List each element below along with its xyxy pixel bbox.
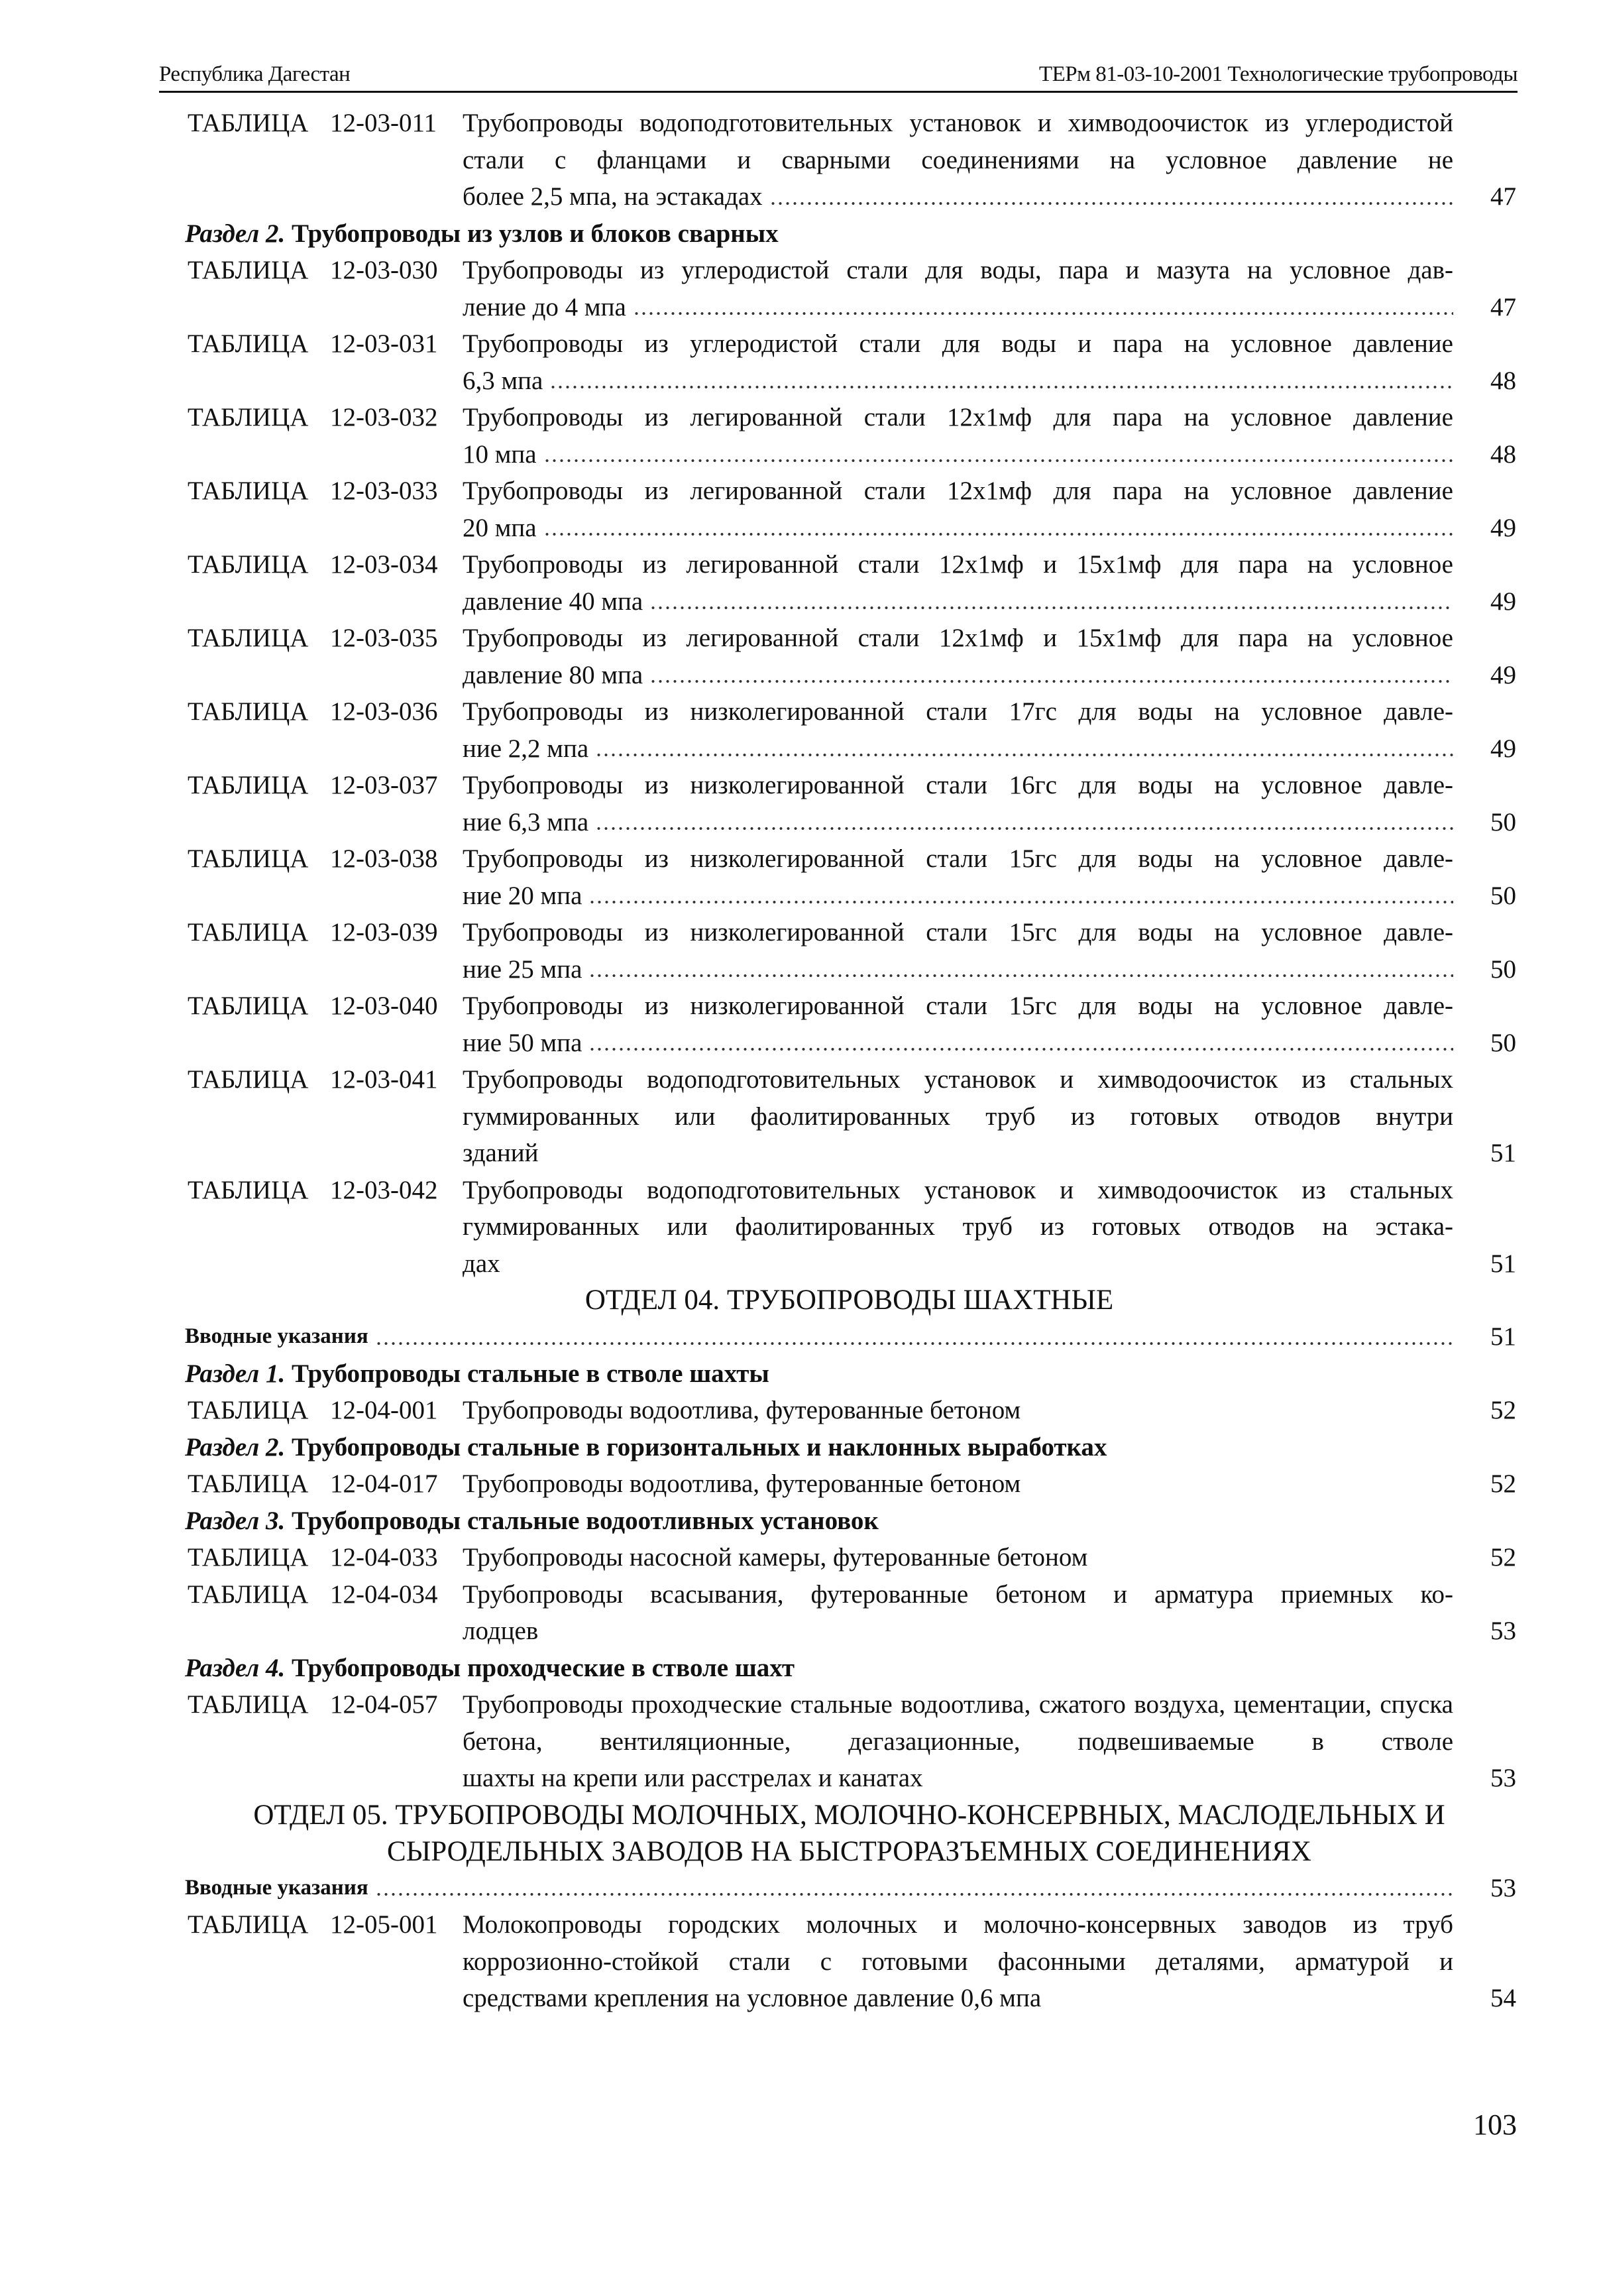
entry-last-line	[463, 1613, 1516, 1650]
entry-page-number: 49	[1490, 660, 1516, 689]
entry-code: 12-04-034	[330, 1579, 438, 1609]
entry-label: ТАБЛИЦА	[188, 992, 309, 1020]
entry-text: Трубопроводы из низколегированной стали 15гс для воды на условное давле-	[463, 992, 1453, 1020]
entry-page-number: 52	[1490, 1469, 1516, 1498]
entry-text-end: 6,3 мпа	[463, 366, 543, 395]
entry-description	[463, 1576, 1516, 1650]
entry-label: ТАБЛИЦА	[188, 1396, 309, 1424]
intro-page-number: 53	[1490, 1873, 1516, 1902]
entry-label: ТАБЛИЦА	[188, 1579, 309, 1609]
toc-entry	[188, 988, 1516, 1061]
toc-entry	[188, 840, 1516, 914]
entry-last-line	[463, 1760, 1516, 1797]
entry-last-line	[463, 178, 1516, 215]
entry-page-number: 48	[1490, 366, 1516, 395]
toc-entry	[188, 252, 1516, 325]
entry-description	[463, 325, 1516, 399]
toc-entry	[188, 914, 1516, 988]
section-title: Трубопроводы проходческие в стволе шахт	[292, 1653, 795, 1682]
toc-entry	[188, 1906, 1516, 2017]
entry-label: ТАБЛИЦА	[188, 771, 309, 799]
entry-label: ТАБЛИЦА	[188, 1469, 309, 1498]
intro-instructions	[185, 1318, 1516, 1355]
intro-label: Вводные указания	[185, 1324, 368, 1348]
dot-leader	[543, 530, 1453, 538]
entry-page-number: 50	[1490, 881, 1516, 910]
entry-last-line	[463, 730, 1516, 768]
entry-page-number: 48	[1490, 439, 1516, 469]
entry-text-end: зданий	[463, 1139, 539, 1167]
entry-last-line	[463, 289, 1516, 326]
entry-description	[463, 252, 1516, 325]
entry-last-line	[463, 510, 1516, 547]
entry-description	[463, 1172, 1516, 1283]
entry-page-number: 52	[1490, 1543, 1516, 1572]
entry-last-line	[463, 1135, 1516, 1172]
entry-last-line	[463, 1539, 1516, 1576]
entry-page-number: 47	[1490, 182, 1516, 211]
section-heading	[185, 1650, 1516, 1687]
intro-label: Вводные указания	[185, 1875, 368, 1900]
toc-entry	[188, 1172, 1516, 1283]
section-number: Раздел 3.	[185, 1506, 286, 1535]
department-heading-05-cont: СЫРОДЕЛЬНЫХ ЗАВОДОВ НА БЫСТРОРАЗЪЕМНЫХ СОЕДИНЕНИЯХ	[387, 1835, 1311, 1867]
entry-text: Трубопроводы из легированной стали 12х1мф для пара на условное давление	[463, 477, 1453, 505]
entry-text: Трубопроводы водоподготовительных установок и химводоочисток из стальных гуммированных или фаолитированных труб из готовых отводов на эстака-	[463, 1175, 1453, 1241]
entry-last-line	[463, 804, 1516, 841]
entry-text-end: 10 мпа	[463, 439, 537, 469]
entry-text: Трубопроводы из легированной стали 12х1мф для пара на условное давление	[463, 403, 1453, 431]
entry-text: Трубопроводы из низколегированной стали 15гс для воды на условное давле-	[463, 844, 1453, 873]
entry-text-end: 20 мпа	[463, 513, 537, 542]
entry-page-number: 50	[1490, 1028, 1516, 1057]
entry-text: Трубопроводы водоподготовительных установок и химводоочисток из углеродистой стали с фланцами и сварными соединениями на условное давление не	[463, 109, 1453, 174]
entry-description	[463, 546, 1516, 620]
dot-leader	[375, 1890, 1453, 1898]
dot-leader	[588, 898, 1453, 906]
entry-code: 12-03-011	[330, 109, 437, 137]
entry-description	[463, 620, 1516, 693]
entry-text-end: лодцев	[463, 1617, 539, 1645]
section-title: Трубопроводы из узлов и блоков сварных	[292, 219, 779, 248]
entry-label: ТАБЛИЦА	[188, 624, 309, 652]
dot-leader	[375, 1340, 1453, 1348]
entry-label: ТАБЛИЦА	[188, 1175, 309, 1204]
toc-entry	[188, 1576, 1516, 1650]
entry-text-end: ние 20 мпа	[463, 881, 582, 910]
section-heading	[185, 1429, 1516, 1466]
entry-last-line	[463, 1025, 1516, 1062]
entry-page-number: 49	[1490, 734, 1516, 763]
entry-code: 12-03-038	[330, 844, 438, 873]
toc-entry	[188, 1539, 1516, 1576]
entry-label: ТАБЛИЦА	[188, 550, 309, 579]
section-number: Раздел 1.	[185, 1359, 286, 1388]
entry-text: Трубопроводы проходческие стальные водоотлива, сжатого воздуха, цементации, спуска бетона, вентиляционные, дегазационные, подвешиваемые в стволе	[463, 1690, 1453, 1756]
dot-leader	[588, 972, 1453, 980]
section-heading	[185, 1355, 1516, 1393]
entry-code: 12-03-039	[330, 918, 438, 947]
dot-leader	[649, 604, 1453, 612]
entry-label: ТАБЛИЦА	[188, 329, 309, 358]
entry-last-line	[463, 657, 1516, 694]
dot-leader	[595, 825, 1453, 832]
entry-last-line	[463, 583, 1516, 620]
toc-entry	[188, 473, 1516, 546]
entry-code: 12-03-034	[330, 550, 438, 579]
running-header	[159, 52, 1518, 93]
entry-description	[463, 1906, 1516, 2017]
entry-text: Трубопроводы из углеродистой стали для воды, пара и мазута на условное дав-	[463, 256, 1453, 284]
toc-entry	[188, 1392, 1516, 1429]
toc-entry	[188, 1686, 1516, 1797]
entry-description	[463, 840, 1516, 914]
intro-page-number: 51	[1490, 1322, 1516, 1351]
entry-code: 12-03-031	[330, 329, 438, 358]
entry-code: 12-03-036	[330, 697, 438, 726]
department-heading-04: ОТДЕЛ 04. ТРУБОПРОВОДЫ ШАХТНЫЕ	[584, 1285, 1114, 1316]
entry-description	[463, 473, 1516, 546]
entry-code: 12-03-030	[330, 256, 438, 284]
entry-page-number: 53	[1490, 1764, 1516, 1792]
entry-code: 12-03-035	[330, 624, 438, 652]
header-document-title: ТЕРм 81-03-10-2001 Технологические трубопроводы	[1038, 62, 1518, 86]
entry-text-end: ние 6,3 мпа	[463, 807, 589, 836]
toc-entry	[188, 1061, 1516, 1172]
entry-code: 12-03-033	[330, 477, 438, 505]
toc-entry	[188, 1465, 1516, 1503]
entry-last-line	[463, 951, 1516, 988]
entry-code: 12-03-040	[330, 992, 438, 1020]
entry-text: Трубопроводы из углеродистой стали для воды и пара на условное давление	[463, 329, 1453, 358]
entry-last-line	[463, 436, 1516, 473]
section-number: Раздел 2.	[185, 1432, 286, 1462]
entry-label: ТАБЛИЦА	[188, 918, 309, 947]
entry-text: Трубопроводы из легированной стали 12х1мф и 15х1мф для пара на условное	[463, 624, 1453, 652]
dot-leader	[549, 383, 1453, 391]
entry-description	[463, 767, 1516, 840]
department-heading-05: ОТДЕЛ 05. ТРУБОПРОВОДЫ МОЛОЧНЫХ, МОЛОЧНО-КОНСЕРВНЫХ, МАСЛОДЕЛЬНЫХ И	[253, 1799, 1445, 1831]
entry-text-end: давление 40 мпа	[463, 587, 643, 616]
entry-text: Трубопроводы водоподготовительных установок и химводоочисток из стальных гуммированных или фаолитированных труб из готовых отводов внутри	[463, 1065, 1453, 1131]
header-region: Республика Дагестан	[159, 62, 351, 86]
dot-leader	[543, 457, 1453, 465]
entry-last-line	[463, 1392, 1516, 1429]
entry-page-number: 51	[1490, 1249, 1516, 1278]
section-heading	[185, 215, 1516, 253]
entry-description	[463, 1465, 1516, 1503]
entry-page-number: 49	[1490, 513, 1516, 542]
entry-text-end: ние 25 мпа	[463, 954, 582, 984]
entry-text: Трубопроводы из легированной стали 12х1мф и 15х1мф для пара на условное	[463, 550, 1453, 579]
entry-page-number: 50	[1490, 954, 1516, 984]
entry-code: 12-04-057	[330, 1690, 438, 1719]
entry-last-line	[463, 1465, 1516, 1503]
entry-last-line	[463, 363, 1516, 400]
entry-label: ТАБЛИЦА	[188, 697, 309, 726]
entry-description	[463, 914, 1516, 988]
entry-text-end: ление до 4 мпа	[463, 292, 626, 321]
entry-page-number: 47	[1490, 292, 1516, 321]
intro-instructions	[185, 1870, 1516, 1907]
entry-text-end: ние 50 мпа	[463, 1028, 582, 1057]
toc-entry	[188, 105, 1516, 215]
toc-entry	[188, 767, 1516, 840]
entry-label: ТАБЛИЦА	[188, 844, 309, 873]
page-number: 103	[1473, 2108, 1517, 2141]
entry-page-number: 49	[1490, 587, 1516, 616]
entry-description	[463, 1686, 1516, 1797]
section-heading	[185, 1503, 1516, 1540]
entry-text: Трубопроводы из низколегированной стали 17гс для воды на условное давле-	[463, 697, 1453, 726]
entry-code: 12-05-001	[330, 1910, 438, 1939]
toc-entry	[188, 399, 1516, 473]
entry-code: 12-03-032	[330, 403, 438, 431]
entry-text-end: средствами крепления на условное давление 0,6 мпа	[463, 1984, 1042, 2012]
entry-last-line	[463, 1245, 1516, 1283]
entry-description	[463, 399, 1516, 473]
toc-entry	[188, 546, 1516, 620]
entry-page-number: 53	[1490, 1617, 1516, 1645]
entry-page-number: 52	[1490, 1396, 1516, 1424]
entry-text: Трубопроводы всасывания, футерованные бетоном и арматура приемных ко-	[463, 1579, 1453, 1609]
entry-code: 12-03-041	[330, 1065, 438, 1094]
toc-entry	[188, 325, 1516, 399]
entry-text-end: Трубопроводы водоотлива, футерованные бетоном	[463, 1396, 1021, 1424]
entry-text-end: шахты на крепи или расстрелах и канатах	[463, 1764, 923, 1792]
entry-last-line	[463, 878, 1516, 915]
entry-text: Молокопроводы городских молочных и молочно-консервных заводов из труб коррозионно-стойкой стали с готовыми фасонными деталями, арматурой и	[463, 1910, 1453, 1976]
table-of-contents	[185, 105, 1516, 2017]
entry-text-end: дах	[463, 1249, 500, 1278]
entry-description	[463, 1061, 1516, 1172]
entry-text-end: более 2,5 мпа, на эстакадах	[463, 182, 763, 211]
toc-entry	[188, 693, 1516, 767]
section-number: Раздел 4.	[185, 1653, 286, 1682]
entry-text-end: ние 2,2 мпа	[463, 734, 589, 763]
entry-code: 12-03-042	[330, 1175, 438, 1204]
entry-code: 12-04-033	[330, 1543, 438, 1572]
toc-entry	[188, 620, 1516, 693]
entry-page-number: 54	[1490, 1984, 1516, 2012]
entry-text-end: Трубопроводы водоотлива, футерованные бетоном	[463, 1469, 1021, 1498]
dot-leader	[595, 751, 1453, 759]
entry-description	[463, 693, 1516, 767]
entry-label: ТАБЛИЦА	[188, 1065, 309, 1094]
entry-label: ТАБЛИЦА	[188, 256, 309, 284]
dot-leader	[633, 310, 1453, 317]
entry-description	[463, 1392, 1516, 1429]
entry-page-number: 51	[1490, 1139, 1516, 1167]
entry-code: 12-04-017	[330, 1469, 438, 1498]
dot-leader	[649, 677, 1453, 685]
dot-leader	[769, 200, 1453, 207]
section-number: Раздел 2.	[185, 219, 286, 248]
entry-label: ТАБЛИЦА	[188, 109, 309, 137]
section-title: Трубопроводы стальные в горизонтальных и наклонных выработках	[292, 1432, 1107, 1462]
entry-text-end: давление 80 мпа	[463, 660, 643, 689]
entry-code: 12-03-037	[330, 771, 438, 799]
entry-text-end: Трубопроводы насосной камеры, футерованные бетоном	[463, 1543, 1088, 1572]
entry-label: ТАБЛИЦА	[188, 1690, 309, 1719]
entry-description	[463, 1539, 1516, 1576]
section-title: Трубопроводы стальные водоотливных установок	[292, 1506, 879, 1535]
section-title: Трубопроводы стальные в стволе шахты	[292, 1359, 769, 1388]
entry-label: ТАБЛИЦА	[188, 403, 309, 431]
entry-page-number: 50	[1490, 807, 1516, 836]
dot-leader	[588, 1045, 1453, 1053]
entry-label: ТАБЛИЦА	[188, 1543, 309, 1572]
entry-last-line	[463, 1980, 1516, 2017]
entry-description	[463, 988, 1516, 1061]
entry-label: ТАБЛИЦА	[188, 1910, 309, 1939]
entry-code: 12-04-001	[330, 1396, 438, 1424]
entry-label: ТАБЛИЦА	[188, 477, 309, 505]
entry-description	[463, 105, 1516, 215]
entry-text: Трубопроводы из низколегированной стали 16гс для воды на условное давле-	[463, 771, 1453, 799]
entry-text: Трубопроводы из низколегированной стали 15гс для воды на условное давле-	[463, 918, 1453, 947]
